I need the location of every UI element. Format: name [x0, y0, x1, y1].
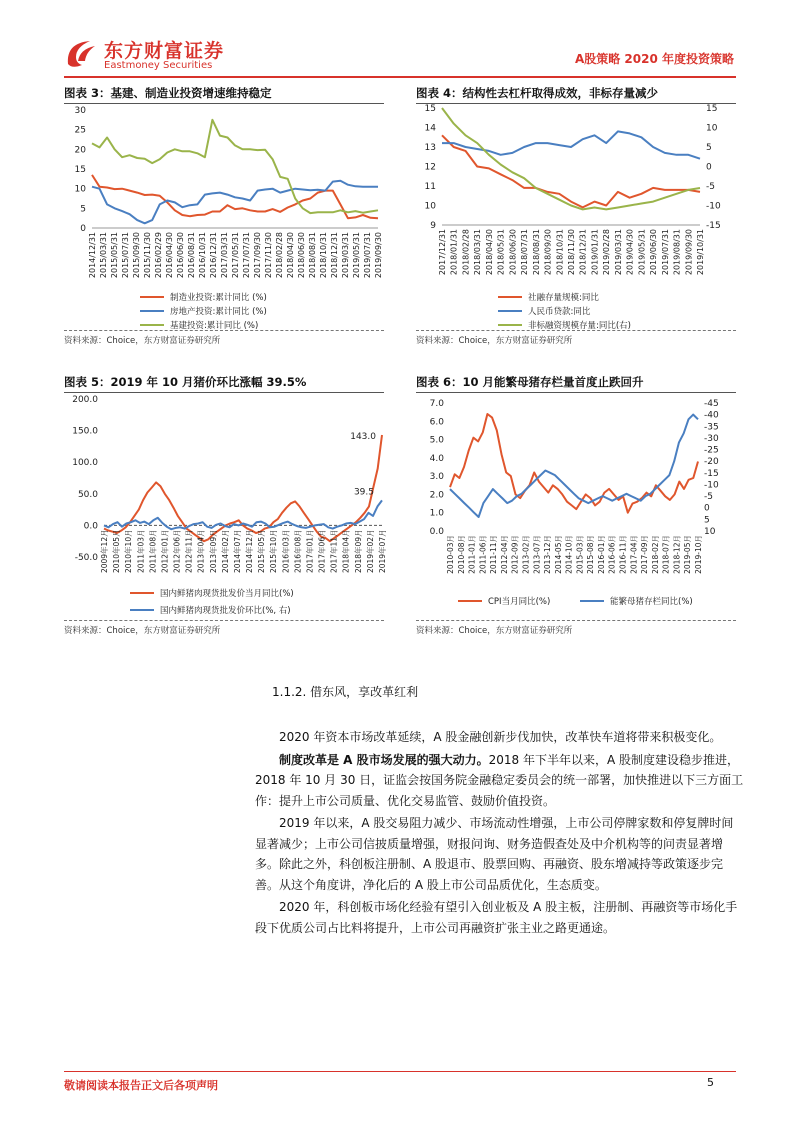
fig5-ytick-4: 0.0 — [83, 521, 98, 532]
fig6-ytick-left-0: 7.0 — [429, 399, 444, 409]
fig4-ytick-left-6: 15 — [424, 104, 436, 114]
fig4-ytick-right-2: 5 — [706, 143, 712, 153]
fig5-xtick-16: 2016年08月 — [293, 529, 303, 574]
fig4-ytick-right-0: 15 — [706, 104, 718, 114]
fig3-ytick-5: 25 — [74, 125, 86, 136]
fig3-xtick-21: 2018/10/31 — [319, 232, 328, 279]
footer-disclaimer: 敬请阅读本报告正文后各项声明 — [64, 1079, 218, 1092]
fig4-xtick-2: 2018/02/28 — [461, 229, 471, 276]
fig4-ytick-right-5: -10 — [706, 201, 721, 212]
fig3-ytick-1: 5 — [80, 204, 86, 215]
fig3-xtick-12: 2017/03/31 — [220, 232, 229, 279]
fig4-ytick-right-4: -5 — [706, 182, 715, 192]
fig5-xtick-0: 2009年12月 — [100, 529, 109, 574]
body-text — [255, 727, 745, 940]
fig6-xtick-3: 2011-06月 — [478, 535, 488, 574]
fig4-xtick-0: 2017/12/31 — [438, 229, 447, 276]
fig3-legend-label-1: 房地产投资:累计同比 (%) — [170, 307, 267, 317]
fig3-xtick-24: 2019/05/31 — [352, 232, 361, 279]
fig6-chart — [414, 393, 736, 619]
fig3-xtick-17: 2018/02/28 — [275, 232, 284, 279]
fig6-xtick-22: 2019-05月 — [683, 535, 693, 574]
fig3-ytick-4: 20 — [74, 145, 86, 156]
fig5-xtick-1: 2010年05月 — [112, 529, 122, 574]
fig4-series-2 — [442, 108, 700, 209]
fig5-annotation-1: 39.5 — [353, 487, 374, 498]
fig6-ytick-left-6: 1.0 — [429, 508, 444, 519]
fig5-xtick-17: 2017年01月 — [305, 529, 315, 574]
fig3-xtick-13: 2017/05/31 — [231, 232, 240, 279]
footer-divider — [64, 1071, 736, 1072]
header-divider — [64, 76, 736, 78]
paragraph-3: 2019 年以来，A 股交易阻力减少、市场流动性增强，上市公司停牌家数和停复牌时间显著减少；上市公司信披质量增强，财报问询、财务造假查处及中介机构等的问责显著增多。除此之外，科创板注册制、A 股退市、股票回购、再融资、股东增减持等政策逐步完善。从这个角度讲，净化后的 A 股上市公司品质优化，生态质变。 — [255, 816, 734, 892]
fig5-ytick-0: 200.0 — [72, 395, 98, 405]
fig6-xtick-20: 2018-07月 — [661, 535, 671, 574]
fig6-title: 图表 6：10 月能繁母猪存栏量首度止跌回升 — [416, 375, 644, 389]
fig6-xtick-12: 2015-03月 — [575, 535, 585, 574]
fig5-xtick-3: 2011年03月 — [136, 529, 146, 574]
fig3-xtick-25: 2019/07/31 — [363, 232, 372, 279]
fig3-legend-label-0: 制造业投资:累计同比 (%) — [170, 293, 267, 303]
fig6-xtick-16: 2016-11月 — [618, 535, 628, 574]
fig3-ytick-0: 0 — [80, 224, 86, 234]
fig5-xtick-18: 2017年06月 — [317, 529, 327, 574]
fig6-ytick-left-2: 5.0 — [429, 435, 444, 446]
fig6-xtick-10: 2014-05月 — [553, 535, 563, 574]
fig6-ytick-right-4: -25 — [704, 445, 719, 456]
fig4-xtick-8: 2018/08/31 — [531, 229, 541, 276]
fig4-source-divider — [416, 330, 736, 331]
fig6-source-divider — [416, 620, 736, 621]
fig3-xtick-18: 2018/04/30 — [286, 232, 295, 279]
fig6-ytick-left-5: 2.0 — [429, 490, 444, 501]
fig6-xtick-17: 2017-04月 — [629, 535, 639, 574]
fig6-ytick-left-3: 4.0 — [429, 453, 444, 464]
fig6-xtick-1: 2010-08月 — [456, 535, 466, 574]
fig4-ytick-left-1: 10 — [424, 201, 436, 212]
section-heading: 1.1.2. 借东风，享改革红利 — [272, 685, 419, 699]
fig4-xtick-14: 2019/02/28 — [602, 229, 612, 276]
fig5-ytick-1: 150.0 — [72, 426, 98, 437]
paragraph-1: 2020 年资本市场改革延续，A 股金融创新步伐加快，改革快车道将带来积极变化。 — [279, 730, 722, 744]
fig6-ytick-right-7: -10 — [704, 480, 719, 491]
brand-name-en: Eastmoney Securities — [104, 60, 213, 71]
fig5-xtick-11: 2014年07月 — [232, 529, 242, 574]
fig6-ytick-right-8: -5 — [704, 492, 713, 503]
fig4-legend-label-0: 社融存量规模:同比 — [528, 293, 599, 303]
fig3-xtick-2: 2015/05/31 — [110, 232, 119, 279]
fig5-xtick-10: 2014年02月 — [220, 529, 230, 574]
fig5-xtick-7: 2012年11月 — [184, 529, 194, 574]
fig5-source: 资料来源：Choice，东方财富证券研究所 — [64, 626, 221, 636]
fig3-xtick-15: 2017/09/30 — [253, 232, 262, 279]
fig6-ytick-right-2: -35 — [704, 422, 719, 433]
fig3-xtick-0: 2014/12/31 — [88, 232, 97, 279]
paragraph-2-lead: 制度改革是 A 股市场发展的强大动力。 — [279, 752, 489, 767]
fig3-series-1 — [92, 181, 378, 224]
brand-name-cn: 东方财富证券 — [104, 40, 225, 62]
fig6-xtick-2: 2011-01月 — [467, 535, 477, 574]
page-number: 5 — [707, 1076, 714, 1089]
fig6-xtick-19: 2018-02月 — [650, 535, 660, 574]
fig3-xtick-14: 2017/07/31 — [242, 232, 251, 279]
fig6-xtick-0: 2010-03月 — [446, 535, 455, 574]
fig3-title: 图表 3：基建、制造业投资增速维持稳定 — [64, 86, 272, 100]
fig3-legend-label-2: 基建投资:累计同比 (%) — [170, 321, 259, 331]
eastmoney-logo-icon — [64, 37, 98, 71]
fig4-ytick-right-6: -15 — [706, 221, 721, 231]
fig3-ytick-6: 30 — [74, 106, 86, 116]
fig5-xtick-23: 2019年07月 — [378, 529, 387, 574]
fig4-ytick-left-0: 9 — [430, 221, 436, 231]
fig4-xtick-22: 2019/10/31 — [696, 229, 705, 276]
fig4-legend-label-1: 人民币贷款:同比 — [528, 307, 591, 317]
fig6-ytick-right-1: -40 — [704, 410, 719, 421]
fig3-chart — [64, 104, 386, 330]
fig4-ytick-left-4: 13 — [424, 143, 436, 153]
fig5-legend-label-0: 国内鲜猪肉现货批发价当月同比(%) — [160, 589, 294, 599]
fig4-xtick-18: 2019/06/30 — [649, 229, 659, 276]
fig5-ytick-5: -50.0 — [74, 553, 98, 563]
fig5-annotation-0: 143.0 — [350, 432, 376, 443]
fig3-xtick-1: 2015/03/31 — [99, 232, 108, 279]
fig3-xtick-7: 2016/04/30 — [165, 232, 174, 279]
fig5-xtick-19: 2017年11月 — [329, 529, 339, 574]
fig6-ytick-right-11: 10 — [704, 527, 716, 537]
fig3-source: 资料来源：Choice，东方财富证券研究所 — [64, 336, 221, 346]
fig5-xtick-4: 2011年08月 — [148, 529, 158, 574]
fig6-xtick-13: 2015-08月 — [586, 535, 596, 574]
fig5-legend-label-1: 国内鲜猪肉现货批发价环比(%, 右) — [160, 606, 291, 616]
fig4-xtick-15: 2019/03/31 — [613, 229, 623, 276]
fig4-ytick-right-1: 10 — [706, 123, 718, 134]
fig6-ytick-left-4: 3.0 — [429, 472, 444, 483]
fig4-xtick-10: 2018/10/31 — [555, 229, 565, 276]
paragraph-2 — [255, 750, 745, 812]
fig3-xtick-11: 2016/12/31 — [209, 232, 218, 279]
fig4-legend-label-2: 非标融资规模存量:同比(右) — [528, 321, 631, 331]
fig5-xtick-9: 2013年09月 — [208, 529, 218, 574]
fig5-xtick-14: 2015年10月 — [269, 529, 279, 574]
fig5-source-divider — [64, 620, 384, 621]
fig3-xtick-3: 2015/07/31 — [121, 232, 130, 279]
fig4-ytick-left-2: 11 — [424, 182, 436, 192]
fig6-xtick-4: 2011-11月 — [489, 535, 499, 574]
fig6-ytick-left-7: 0.0 — [429, 527, 444, 537]
fig5-ytick-2: 100.0 — [72, 458, 98, 469]
fig4-xtick-16: 2019/04/30 — [625, 228, 635, 276]
fig3-ytick-2: 10 — [74, 184, 86, 195]
fig6-ytick-right-6: -15 — [704, 468, 719, 479]
fig3-xtick-10: 2016/10/31 — [198, 232, 207, 279]
fig6-series-1 — [450, 415, 698, 517]
fig6-xtick-18: 2017-09月 — [640, 535, 650, 574]
fig4-xtick-12: 2018/12/31 — [578, 229, 588, 276]
fig5-xtick-21: 2018年09月 — [353, 529, 363, 574]
fig5-xtick-13: 2015年05月 — [257, 529, 267, 574]
fig6-legend-label-0: CPI当月同比(%) — [488, 597, 551, 607]
fig6-xtick-23: 2019-10月 — [694, 535, 703, 574]
fig6-xtick-9: 2013-12月 — [543, 535, 553, 574]
paragraph-4: 2020 年，科创板市场化经验有望引入创业板及 A 股主板，注册制、再融资等市场化手段下优质公司占比料将提升，上市公司再融资扩张主业之路更通途。 — [255, 900, 738, 935]
fig6-xtick-15: 2016-06月 — [607, 535, 617, 574]
fig3-xtick-20: 2018/08/31 — [308, 232, 317, 279]
fig3-xtick-5: 2015/11/30 — [143, 232, 152, 279]
fig4-xtick-9: 2018/09/30 — [543, 229, 553, 276]
fig4-xtick-5: 2018/05/31 — [496, 229, 506, 276]
fig3-xtick-22: 2018/12/31 — [330, 232, 339, 279]
fig6-xtick-5: 2012-04月 — [499, 535, 509, 574]
fig4-title: 图表 4：结构性去杠杆取得成效，非标存量减少 — [416, 86, 659, 100]
paragraph-2-rest: 2018 年下半年以来，A 股制度建设稳步推进，2018 年 10 月 30 日，证监会按国务院金融稳定委员会的统一部署，加快推进以下三方面工作：提升上市公司质量、优化交易监管、鼓励价值投资。 — [255, 752, 744, 808]
fig3-xtick-23: 2019/03/31 — [341, 232, 350, 279]
fig3-ytick-3: 15 — [74, 165, 86, 175]
fig5-ytick-3: 50.0 — [77, 489, 98, 500]
fig4-xtick-3: 2018/03/31 — [473, 229, 483, 276]
fig4-xtick-13: 2019/01/31 — [590, 229, 600, 276]
fig4-xtick-6: 2018/06/30 — [508, 229, 518, 276]
fig3-xtick-9: 2016/08/31 — [187, 232, 196, 279]
fig6-xtick-8: 2013-07月 — [532, 535, 542, 574]
fig3-source-divider — [64, 330, 384, 331]
fig6-xtick-11: 2014-10月 — [564, 535, 574, 574]
report-title: A股策略 2020 年度投资策略 — [574, 52, 734, 66]
fig5-xtick-22: 2019年02月 — [365, 529, 375, 574]
fig5-xtick-2: 2010年10月 — [124, 529, 134, 574]
fig5-xtick-6: 2012年06月 — [172, 529, 182, 574]
fig6-ytick-right-5: -20 — [704, 457, 719, 468]
fig6-xtick-14: 2016-01月 — [596, 535, 606, 574]
fig5-xtick-20: 2018年04月 — [341, 529, 351, 574]
fig3-series-2 — [92, 120, 378, 213]
fig6-source: 资料来源：Choice，东方财富证券研究所 — [416, 626, 573, 636]
fig4-xtick-4: 2018/04/30 — [484, 229, 494, 276]
fig3-xtick-16: 2017/11/30 — [264, 232, 273, 279]
fig6-xtick-6: 2012-09月 — [510, 535, 520, 574]
fig6-xtick-21: 2018-12月 — [672, 535, 682, 574]
fig5-title: 图表 5：2019 年 10 月猪价环比涨幅 39.5% — [64, 375, 307, 389]
fig4-xtick-1: 2018/01/31 — [449, 229, 459, 276]
fig6-ytick-right-9: 0 — [704, 503, 710, 514]
fig6-ytick-left-1: 6.0 — [429, 417, 444, 428]
fig5-xtick-12: 2014年12月 — [245, 529, 255, 574]
fig4-xtick-17: 2019/05/31 — [637, 229, 647, 276]
fig4-chart — [414, 104, 736, 330]
fig5-xtick-8: 2013年04月 — [196, 529, 206, 574]
fig3-xtick-6: 2016/02/29 — [154, 232, 163, 279]
fig4-ytick-right-3: 0 — [706, 162, 712, 173]
fig6-ytick-right-10: 5 — [704, 515, 710, 526]
fig4-xtick-11: 2018/11/30 — [567, 229, 576, 276]
fig6-ytick-right-3: -30 — [704, 433, 719, 444]
fig3-xtick-4: 2015/09/30 — [132, 232, 141, 279]
fig4-ytick-left-3: 12 — [424, 162, 436, 173]
fig4-xtick-21: 2019/09/30 — [684, 229, 694, 276]
fig3-xtick-26: 2019/09/30 — [374, 232, 383, 279]
fig4-series-1 — [442, 131, 700, 158]
fig5-chart — [64, 393, 386, 619]
fig3-xtick-19: 2018/06/30 — [297, 232, 306, 279]
fig6-legend-label-1: 能繁母猪存栏同比(%) — [610, 597, 693, 607]
fig6-xtick-7: 2013-02月 — [521, 535, 531, 574]
fig5-xtick-15: 2016年03月 — [281, 529, 291, 574]
fig4-xtick-20: 2019/08/31 — [672, 229, 682, 276]
fig4-xtick-7: 2018/07/31 — [520, 229, 530, 276]
fig4-source: 资料来源：Choice，东方财富证券研究所 — [416, 336, 573, 346]
fig4-xtick-19: 2019/07/31 — [660, 229, 670, 276]
fig4-ytick-left-5: 14 — [424, 123, 436, 134]
fig6-ytick-right-0: -45 — [704, 399, 719, 409]
fig5-xtick-5: 2012年01月 — [160, 529, 170, 574]
fig3-xtick-8: 2016/06/30 — [176, 232, 185, 279]
